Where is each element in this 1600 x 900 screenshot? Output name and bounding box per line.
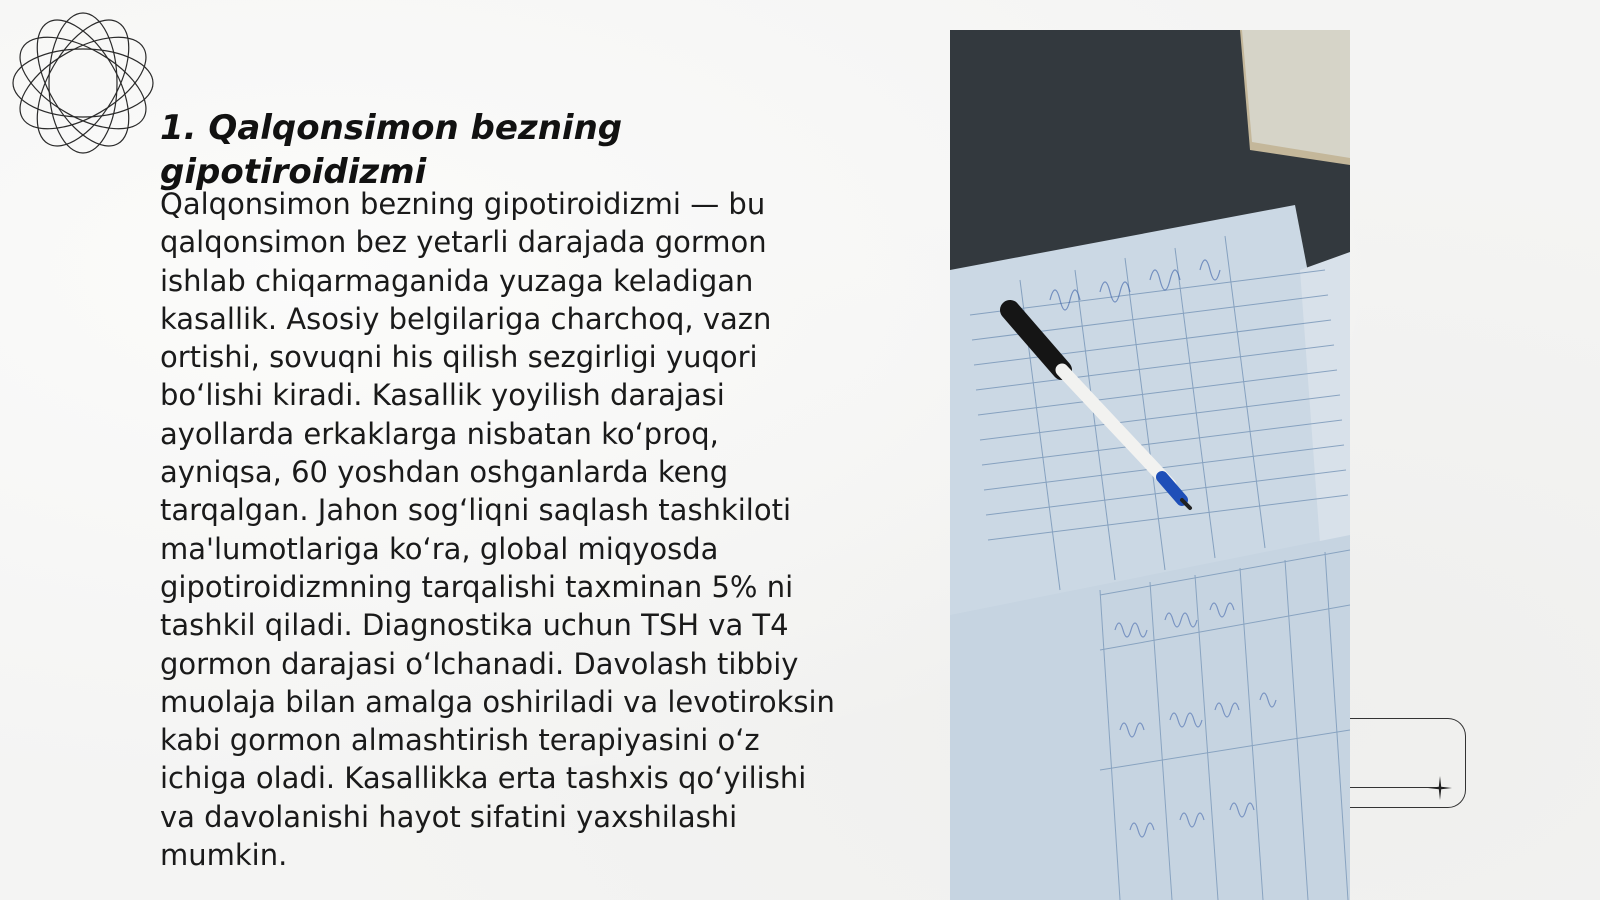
- circular-ornament-icon: [10, 10, 156, 156]
- slide-title: 1. Qalqonsimon bezning gipotiroidizmi: [160, 108, 623, 192]
- slide-body-text: Qalqonsimon bezning gipotiroidizmi — bu qalqonsimon bez yetarli darajada gormon ishlab chiqarmaganida yuzaga keladigan kasallik. Asosiy belgilariga charchoq, vazn ortishi, sovuqni his qilish sezgirligi yuqori boʻlishi kiradi. Kasallik yoyilish darajasi ayollarda erkaklarga nisbatan koʻproq, ayniqsa, 60 yoshdan oshganlarda keng tarqalgan. Jahon sogʻliqni saqlash tashkiloti ma'lumotlariga koʻra, global miqyosda gipotiroidizmning tarqalishi taxminan 5% ni tashkil qiladi. Diagnostika uchun TSH va T4 gormon darajasi oʻlchanadi. Davolash tibbiy muolaja bilan amalga oshiriladi va levotiroksin kabi gormon almashtirish terapiyasini oʻz ichiga oladi. Kasallikka erta tashxis qoʻyilishi va davolanishi hayot sifatini yaxshilashi mumkin.: [160, 187, 835, 873]
- notebook-photo: [950, 30, 1350, 900]
- sparkle-icon: [1428, 776, 1452, 800]
